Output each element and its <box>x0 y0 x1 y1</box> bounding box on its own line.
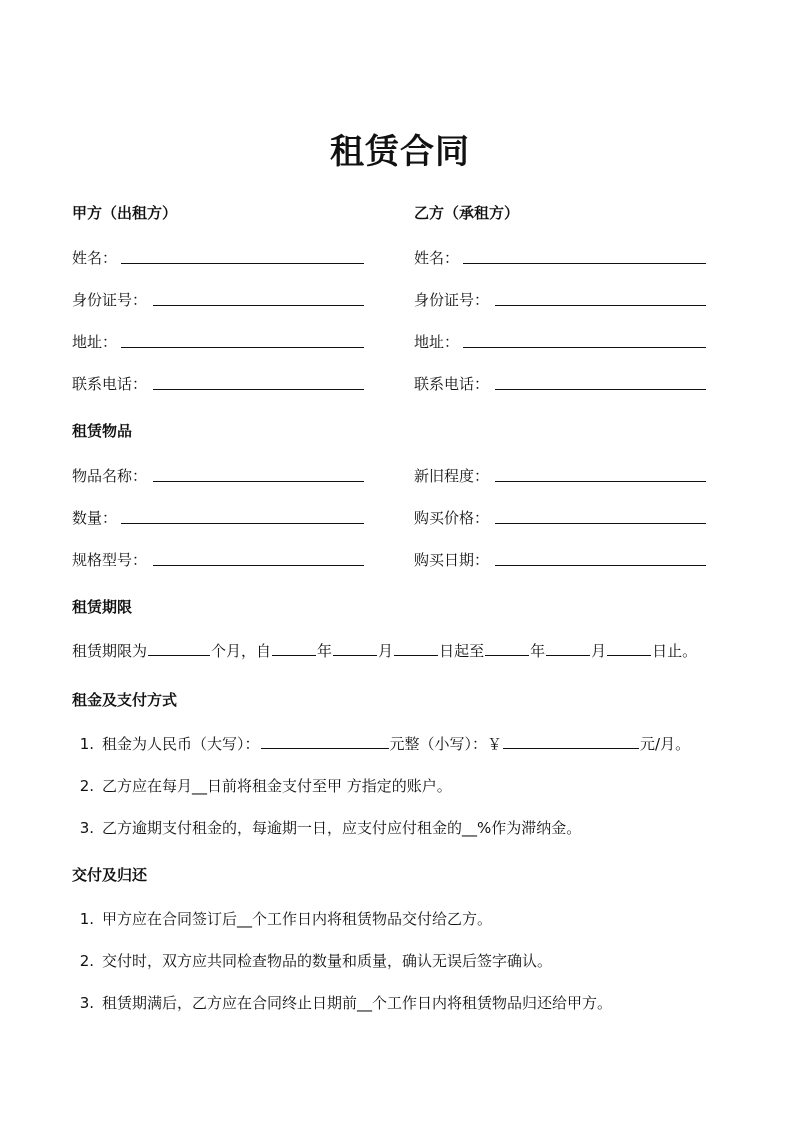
party-b-address-field[interactable] <box>463 347 706 348</box>
period-text-5: 日起至 <box>439 642 485 660</box>
start-year-field[interactable] <box>272 640 316 656</box>
delivery-item-3 <box>72 992 612 1013</box>
rent-item-2-text: 乙方应在每月__日前将租金支付至甲 方指定的账户。 <box>102 777 452 795</box>
party-a-address-label: 地址： <box>72 333 118 351</box>
item-spec-field[interactable] <box>153 565 364 566</box>
item-name-label: 物品名称： <box>72 467 148 485</box>
item-condition-field[interactable] <box>495 481 706 482</box>
period-text-4: 月 <box>378 642 394 660</box>
period-text-3: 年 <box>317 642 333 660</box>
start-month-field[interactable] <box>333 640 377 656</box>
delivery-heading: 交付及归还 <box>72 866 148 884</box>
period-text-8: 日止。 <box>652 642 698 660</box>
period-text-6: 年 <box>530 642 546 660</box>
party-a-heading: 甲方（出租方） <box>72 204 178 222</box>
item-condition-label: 新旧程度： <box>414 467 490 485</box>
delivery-item-2 <box>72 950 552 971</box>
period-text-1: 租赁期限为 <box>72 642 148 660</box>
rent-item-1-text-a: 租金为人民币（大写）： <box>102 735 260 753</box>
party-a-phone-field[interactable] <box>153 389 364 390</box>
item-name-field[interactable] <box>153 481 364 482</box>
party-b-name-label: 姓名： <box>414 249 460 267</box>
party-b-address-label: 地址： <box>414 333 460 351</box>
rent-item-1-text-c: 元/月。 <box>640 735 691 753</box>
period-sentence <box>72 640 697 661</box>
end-month-field[interactable] <box>546 640 590 656</box>
rent-uppercase-field[interactable] <box>261 733 389 749</box>
party-b-phone-field[interactable] <box>495 389 706 390</box>
party-a-name-label: 姓名： <box>72 249 118 267</box>
item-quantity-label: 数量： <box>72 509 118 527</box>
period-months-field[interactable] <box>148 640 210 656</box>
rent-item-3-text: 乙方逾期支付租金的，每逾期一日，应支付应付租金的__%作为滞纳金。 <box>102 819 582 837</box>
party-b-phone-label: 联系电话： <box>414 375 490 393</box>
party-a-id-label: 身份证号： <box>72 291 148 309</box>
end-year-field[interactable] <box>485 640 529 656</box>
rent-heading: 租金及支付方式 <box>72 691 178 709</box>
party-b-heading: 乙方（承租方） <box>414 204 520 222</box>
delivery-item-1-text: 甲方应在合同签订后__个工作日内将租赁物品交付给乙方。 <box>102 910 493 928</box>
delivery-item-3-text: 租赁期满后，乙方应在合同终止日期前__个工作日内将租赁物品归还给甲方。 <box>102 994 613 1012</box>
page-title: 租赁合同 <box>330 132 470 172</box>
rent-item-1 <box>72 733 690 754</box>
rent-item-1-number: 1. <box>79 735 94 753</box>
delivery-item-3-number: 3. <box>79 994 94 1012</box>
item-price-label: 购买价格： <box>414 509 490 527</box>
period-heading: 租赁期限 <box>72 598 133 616</box>
delivery-item-1-number: 1. <box>79 910 94 928</box>
rent-number-field[interactable] <box>503 733 639 749</box>
rent-item-2 <box>72 775 452 796</box>
party-b-id-field[interactable] <box>495 305 706 306</box>
delivery-item-1 <box>72 908 492 929</box>
delivery-item-2-text: 交付时，双方应共同检查物品的数量和质量，确认无误后签字确认。 <box>102 952 553 970</box>
item-price-field[interactable] <box>495 523 706 524</box>
item-heading: 租赁物品 <box>72 422 133 440</box>
rent-item-2-number: 2. <box>79 777 94 795</box>
party-a-name-field[interactable] <box>121 263 364 264</box>
start-day-field[interactable] <box>394 640 438 656</box>
rent-item-3 <box>72 817 581 838</box>
rent-item-1-text-b: 元整（小写）：￥ <box>389 735 503 753</box>
period-text-7: 月 <box>591 642 607 660</box>
party-b-id-label: 身份证号： <box>414 291 490 309</box>
item-date-label: 购买日期： <box>414 551 490 569</box>
item-date-field[interactable] <box>495 565 706 566</box>
party-a-id-field[interactable] <box>153 305 364 306</box>
end-day-field[interactable] <box>607 640 651 656</box>
period-text-2: 个月，自 <box>211 642 272 660</box>
party-a-address-field[interactable] <box>121 347 364 348</box>
party-a-phone-label: 联系电话： <box>72 375 148 393</box>
party-b-name-field[interactable] <box>463 263 706 264</box>
item-quantity-field[interactable] <box>121 523 364 524</box>
item-spec-label: 规格型号： <box>72 551 148 569</box>
delivery-item-2-number: 2. <box>79 952 94 970</box>
rent-item-3-number: 3. <box>79 819 94 837</box>
